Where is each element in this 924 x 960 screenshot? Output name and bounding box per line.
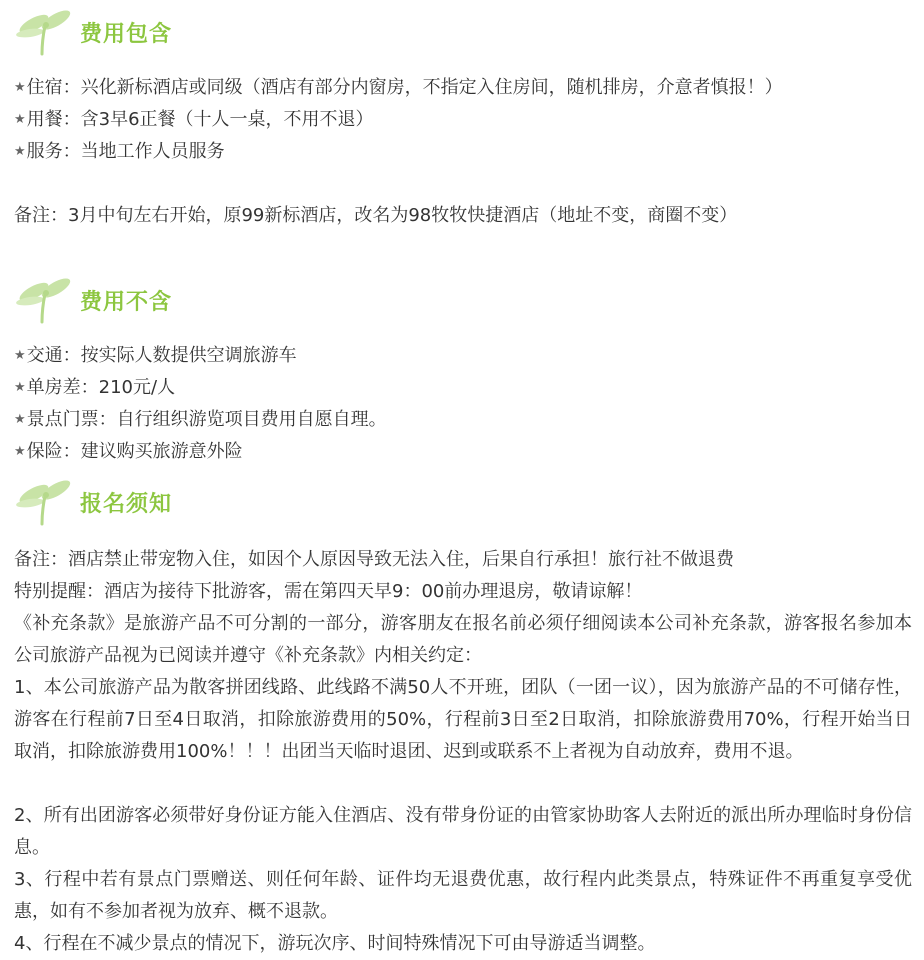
supplementary-terms-intro: 《补充条款》是旅游产品不可分割的一部分，游客朋友在报名前必须仔细阅读本公司补充条款，游客报名参加本公司旅游产品视为已阅读并遵守《补充条款》内相关约定：: [14, 613, 912, 666]
dragonfly-icon: [12, 274, 72, 326]
star-bullet-icon: ★: [14, 348, 26, 363]
list-item: ★景点门票：自行组织游览项目费用自愿自理。: [14, 409, 387, 430]
list-item: ★保险：建议购买旅游意外险: [14, 441, 243, 462]
list-item: ★交通：按实际人数提供空调旅游车: [14, 345, 297, 366]
list-item: ★用餐：含3早6正餐（十人一桌，不用不退）: [14, 109, 374, 130]
hotel-note: 备注：3月中旬左右开始，原99新标酒店，改名为98牧牧快捷酒店（地址不变，商圈不变）: [14, 205, 738, 226]
terms-clause-4: 4、行程在不减少景点的情况下，游玩次序、时间特殊情况下可由导游适当调整。: [14, 933, 656, 954]
terms-clause-3: 3、行程中若有景点门票赠送、则任何年龄、证件均无退费优惠，故行程内此类景点，特殊证件不再重复享受优惠，如有不参加者视为放弃、概不退款。: [14, 869, 912, 922]
star-bullet-icon: ★: [14, 412, 26, 427]
list-item: ★单房差：210元/人: [14, 377, 176, 398]
terms-clause-2: 2、所有出团游客必须带好身份证方能入住酒店、没有带身份证的由管家协助客人去附近的派出所办理临时身份信息。: [14, 805, 912, 858]
star-bullet-icon: ★: [14, 144, 26, 159]
section-heading-signup-notice: [12, 476, 172, 528]
dragonfly-icon: [12, 6, 72, 58]
star-bullet-icon: ★: [14, 112, 26, 127]
star-bullet-icon: ★: [14, 444, 26, 459]
section-heading-excluded: [12, 274, 172, 326]
section-title: 报名须知: [80, 491, 173, 517]
list-item: ★住宿：兴化新标酒店或同级（酒店有部分内窗房，不指定入住房间，随机排房，介意者慎报！）: [14, 77, 783, 98]
section-heading-included: [12, 6, 172, 58]
star-bullet-icon: ★: [14, 80, 26, 95]
terms-clause-1: 1、本公司旅游产品为散客拼团线路、此线路不满50人不开班，团队（一团一议），因为旅游产品的不可储存性，游客在行程前7日至4日取消，扣除旅游费用的50%，行程前3日至2日取消，扣除旅游费用70%，行程开始当日取消，扣除旅游费用100%！！！出团当天临时退团、迟到或联系不上者视为自动放弃，费用不退。: [14, 677, 912, 762]
dragonfly-icon: [12, 476, 72, 528]
pet-policy-note: 备注：酒店禁止带宠物入住，如因个人原因导致无法入住，后果自行承担！旅行社不做退费: [14, 549, 734, 570]
section-title: 费用包含: [80, 21, 173, 47]
star-bullet-icon: ★: [14, 380, 26, 395]
list-item: ★服务：当地工作人员服务: [14, 141, 225, 162]
checkout-reminder: 特别提醒：酒店为接待下批游客，需在第四天早9：00前办理退房，敬请谅解！: [14, 581, 643, 602]
section-title: 费用不含: [80, 289, 173, 315]
